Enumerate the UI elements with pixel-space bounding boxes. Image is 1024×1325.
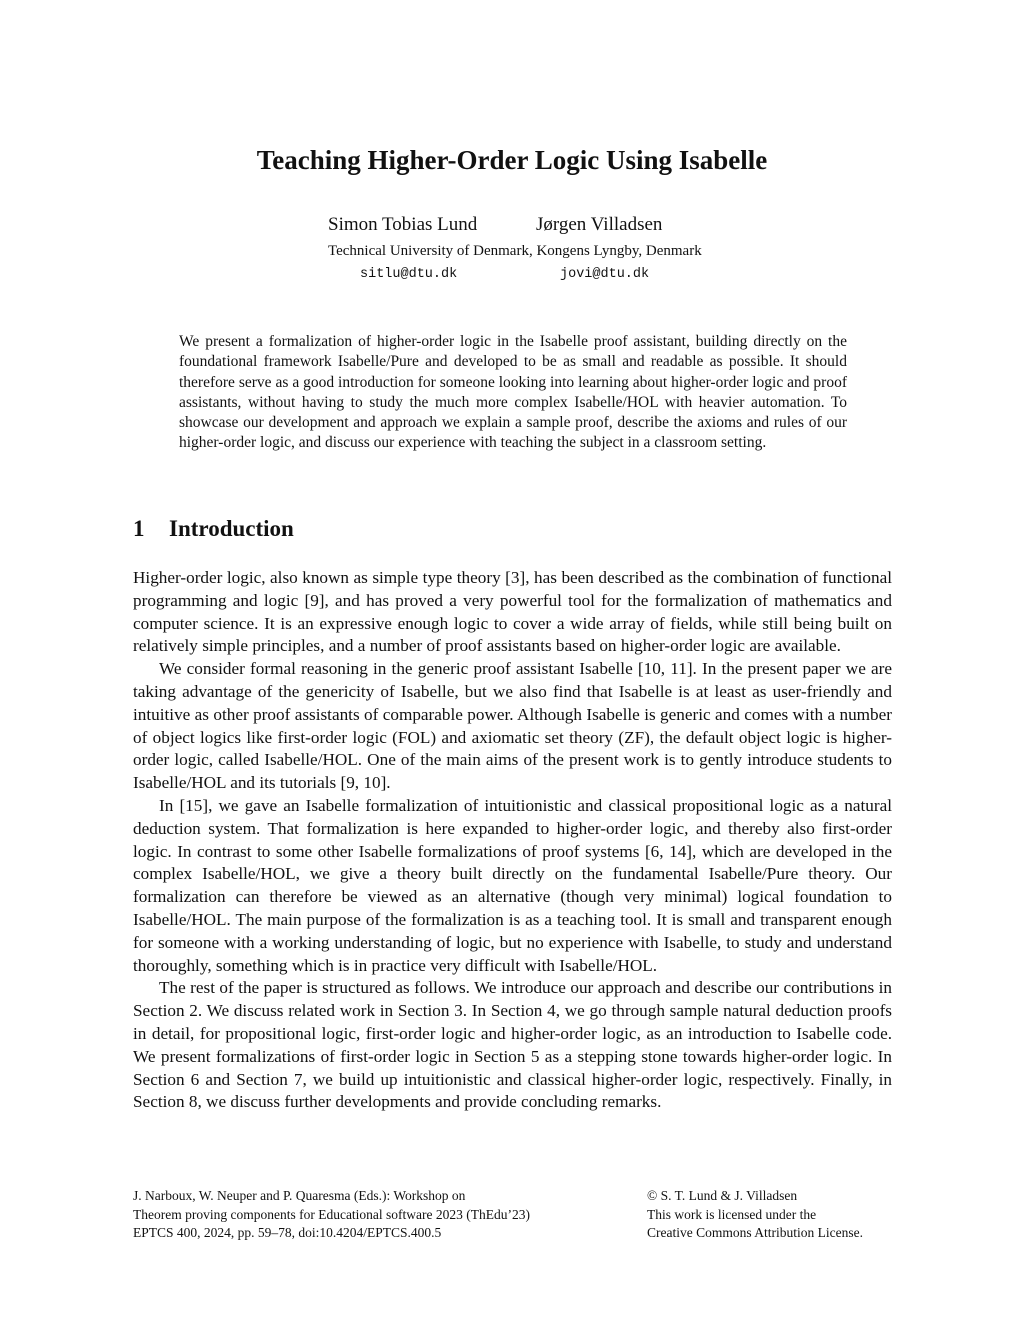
author-list [328,214,663,236]
author-name: Simon Tobias Lund [328,214,478,235]
footer-line: J. Narboux, W. Neuper and P. Quaresma (Eds.): Workshop on [133,1188,466,1203]
author-name: Jørgen Villadsen [536,214,663,235]
paragraph: The rest of the paper is structured as follows. We introduce our approach and describe our contributions in Section 2. We discuss related work in Section 3. In Section 4, we go through sample natural deduction proofs in detail, for propositional logic, first-order logic and higher-order logic, as an introduction to Isabelle code. We present formalizations of first-order logic in Section 5 as a stepping stone towards higher-order logic. In Section 6 and Section 7, we build up intuitionistic and classical higher-order logic, respectively. Finally, in Section 8, we discuss further developments and provide concluding remarks. [133,978,892,1112]
section-title: Introduction [169,516,294,541]
section-body [133,567,892,1114]
affiliation: Technical University of Denmark, Kongens Lyngby, Denmark [328,243,702,259]
footer-line: © S. T. Lund & J. Villadsen [647,1188,798,1203]
section-number: 1 [133,516,145,541]
abstract: We present a formalization of higher-order logic in the Isabelle proof assistant, building directly on the foundational framework Isabelle/Pure and developed to be as small and readable as possible. It should therefore serve as a good introduction for someone looking into learning about higher-order logic and proof assistants, without having to study the much more complex Isabelle/HOL with heavier automation. To showcase our development and approach we explain a sample proof, describe the axioms and rules of our higher-order logic, and discuss our experience with teaching the subject in a classroom setting. [179,333,847,452]
author-email: jovi@dtu.dk [560,267,650,282]
paragraph: Higher-order logic, also known as simple type theory [3], has been described as the combination of functional programming and logic [9], and has proved a very powerful tool for the formalization of mathematics and computer science. It is an expressive enough logic to cover a wide array of fields, while still being built on relatively simple principles, and a number of proof assistants based on higher-order logic are available. [133,568,892,656]
author-email: sitlu@dtu.dk [360,267,458,282]
paper-title: Teaching Higher-Order Logic Using Isabelle [256,145,768,175]
footer-line: Theorem proving components for Educational software 2023 (ThEdu’23) [133,1206,531,1222]
publication-footer [133,1187,530,1243]
paragraph: We consider formal reasoning in the generic proof assistant Isabelle [10, 11]. In the present paper we are taking advantage of the genericity of Isabelle, but we also find that Isabelle is at least as user-friendly and intuitive as other proof assistants of comparable power. Although Isabelle is generic and comes with a number of object logics like first-order logic (FOL) and axiomatic set theory (ZF), the default object logic is higher-order logic, called Isabelle/HOL. One of the main aims of the present work is to gently introduce students to Isabelle/HOL and its tutorials [9, 10]. [133,659,892,793]
footer-line: Creative Commons Attribution License. [647,1225,863,1240]
section-heading [133,516,294,542]
license-footer [647,1187,863,1243]
paragraph: In [15], we gave an Isabelle formalization of intuitionistic and classical propositional logic as a natural deduction system. That formalization is here expanded to higher-order logic, and thereby also first-order logic. In contrast to some other Isabelle formalizations of proof systems [6, 14], which are developed in the complex Isabelle/HOL, we give a theory built directly on the fundamental Isabelle/Pure theory. Our formalization can therefore be viewed as an alternative (though very minimal) logical foundation to Isabelle/HOL. The main purpose of the formalization is as a teaching tool. It is small and transparent enough for someone with a working understanding of logic, but no experience with Isabelle, to study and understand thoroughly, something which is in practice very difficult with Isabelle/HOL. [133,795,892,975]
footer-line: This work is licensed under the [647,1206,817,1222]
footer-line: EPTCS 400, 2024, pp. 59–78, doi:10.4204/EPTCS.400.5 [133,1225,442,1240]
